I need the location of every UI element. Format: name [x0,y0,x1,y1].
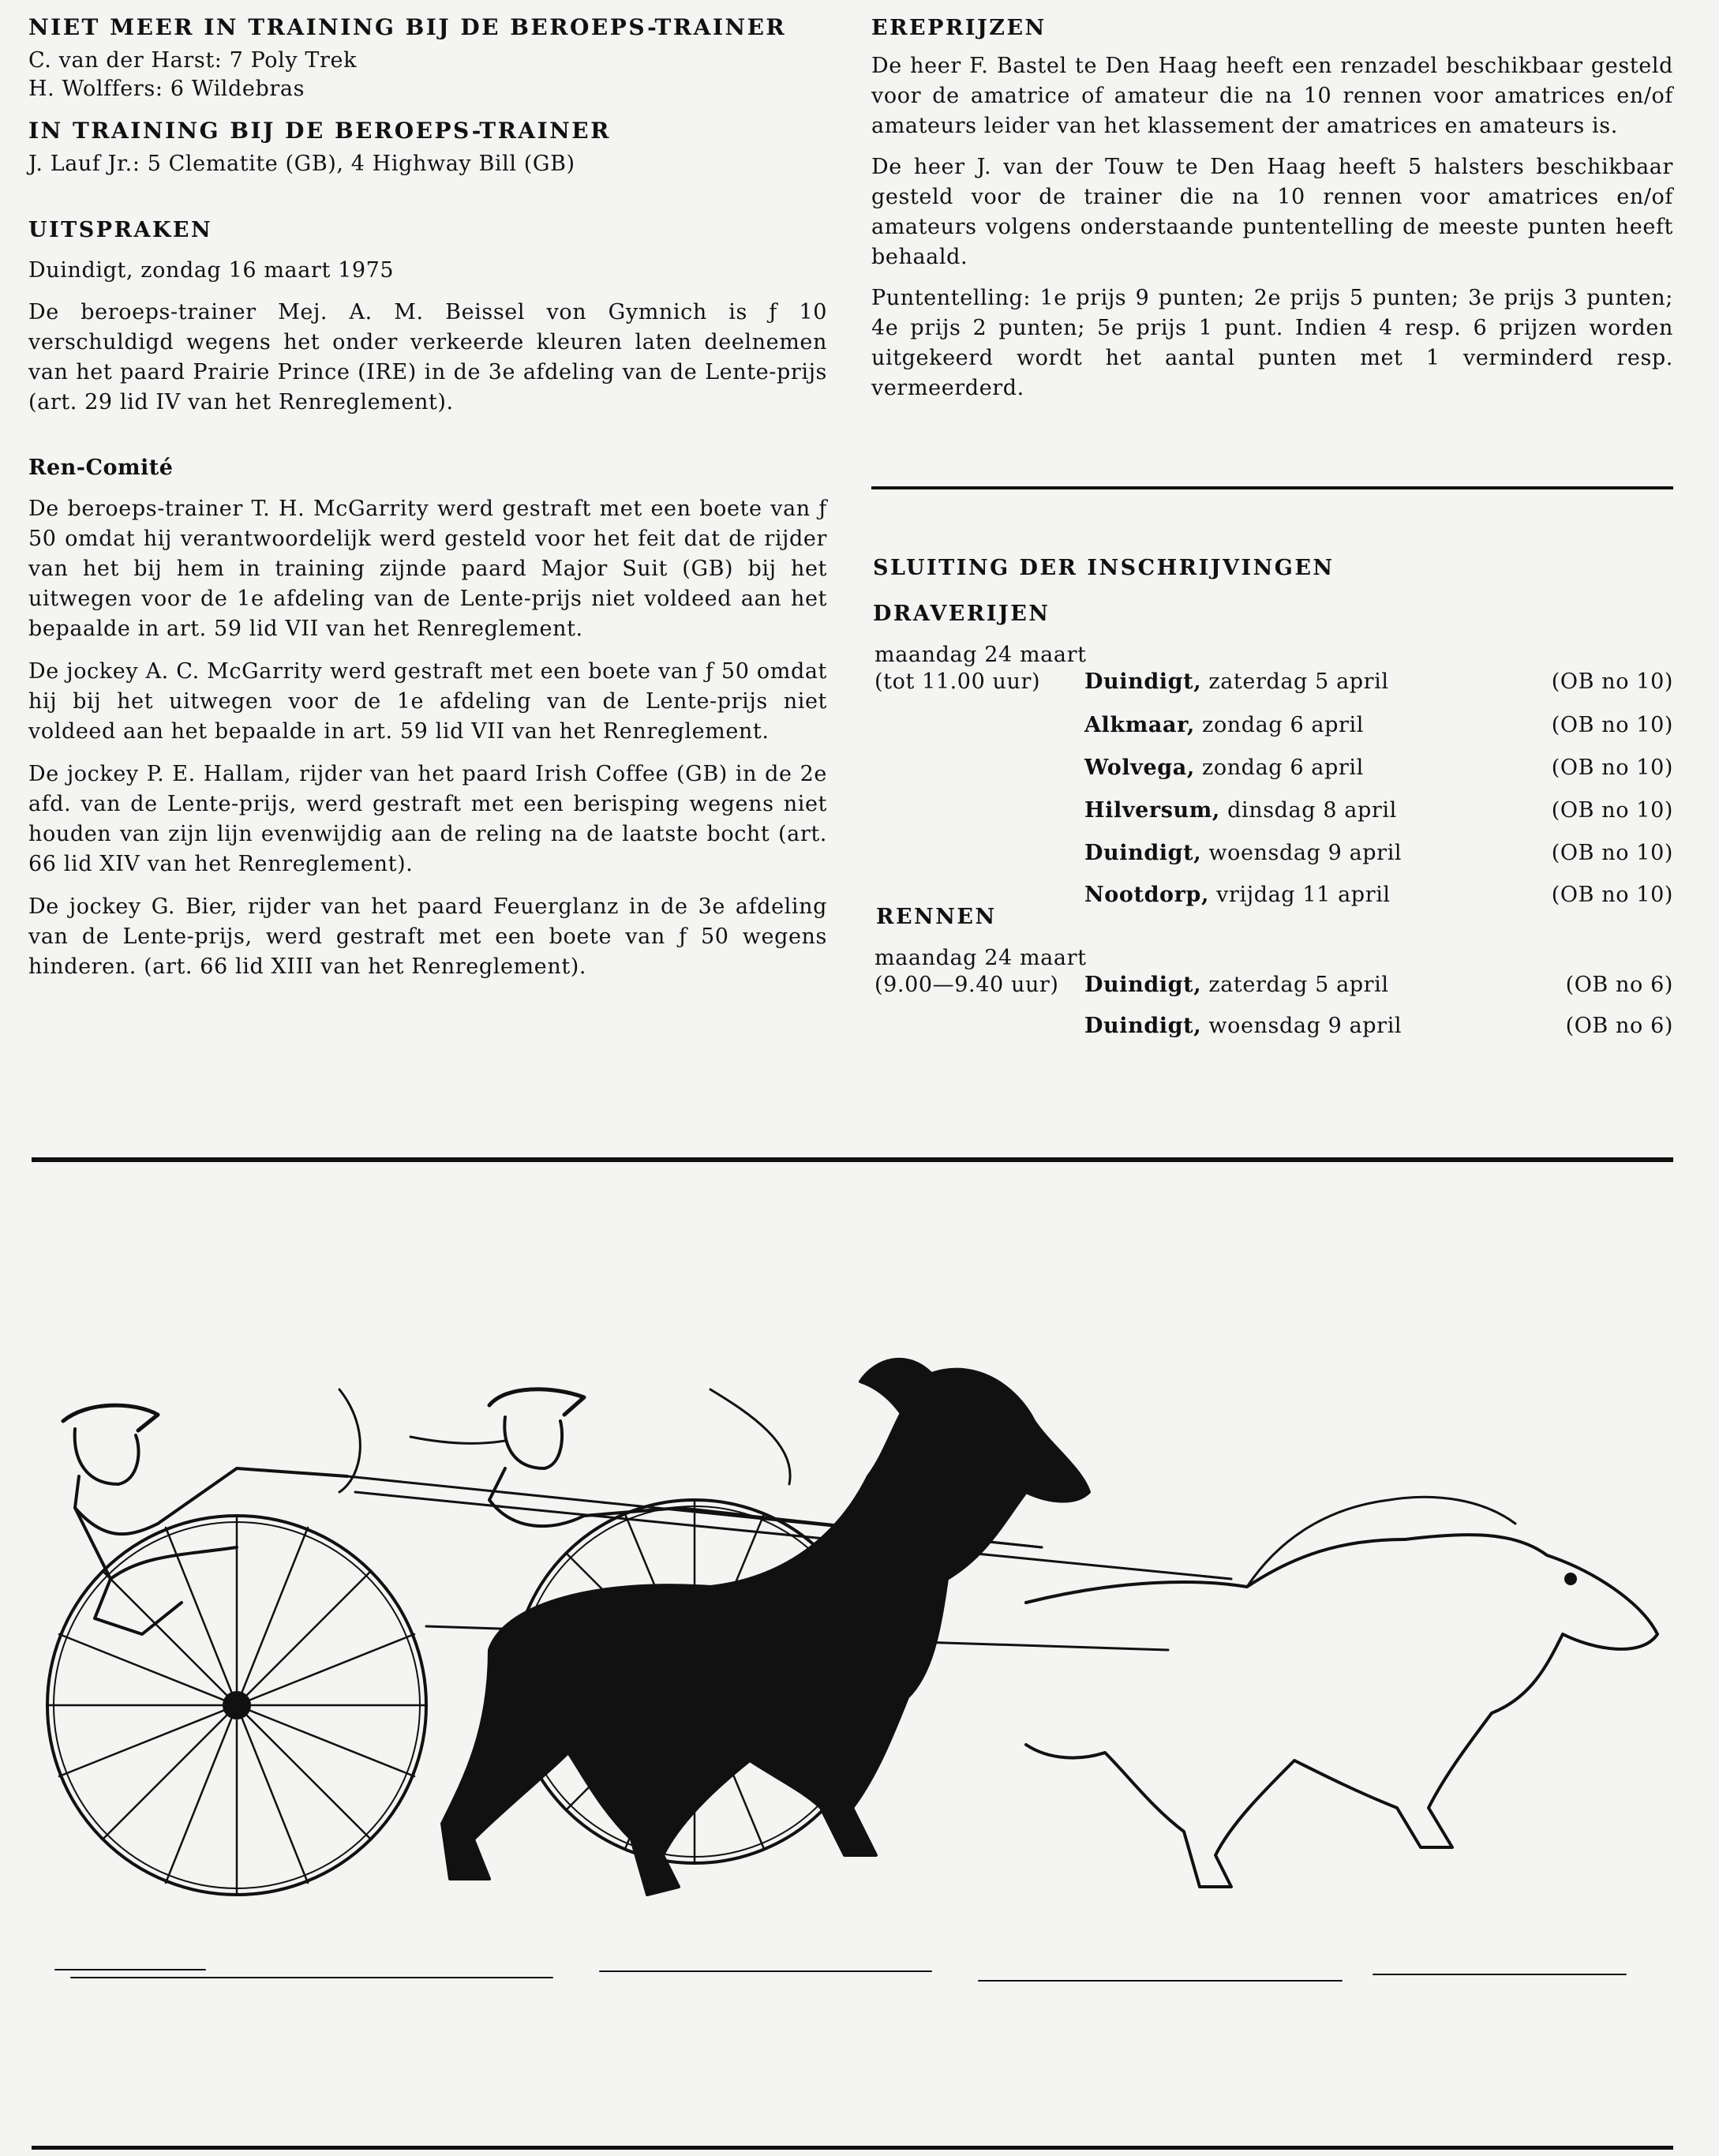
schedule-row [871,669,1673,698]
race-date: zaterdag 5 april [1208,669,1389,694]
section-divider [871,486,1673,489]
heading-ereprijzen: EREPRIJZEN [871,16,1047,40]
in-training-entry: J. Lauf Jr.: 5 Clematite (GB), 4 Highway Bill (GB) [28,152,575,176]
close-date: maandag 24 maart [874,643,1087,667]
heading-draverijen: DRAVERIJEN [873,602,1050,626]
heading-uitspraken: UITSPRAKEN [28,218,213,242]
not-training-entry: C. van der Harst: 7 Poly Trek [28,48,358,73]
driver-left [63,1389,360,1634]
venue: Wolvega, [1084,756,1195,780]
heading-niet-meer-in-training: NIET MEER IN TRAINING BIJ DE BEROEPS-TRAINER [28,14,787,40]
dark-horse [442,1359,1089,1895]
race-date: woensdag 9 april [1208,841,1403,865]
sulky-wheel-left [47,1516,426,1895]
schedule-row [871,798,1673,827]
ruling-paragraph: De beroeps-trainer Mej. A. M. Beissel von Gymnich is ƒ 10 verschuldigd wegens het onder verkeerde kleuren laten deelnemen van het paard Prairie Prince (IRE) in de 3e afdeling van de Lente-prijs (art. 29 lid IV van het Renreglement). [28,300,827,414]
venue: Alkmaar, [1084,713,1195,737]
heading-ren-comite: Ren-Comité [28,456,174,480]
venue: Duindigt, [1084,841,1202,865]
race-date: vrijdag 11 april [1216,883,1391,907]
committee-paragraph: De jockey A. C. McGarrity werd gestraft met een boete van ƒ 50 omdat hij bij het uitwegen voor de 1e afdeling van de Lente-prijs niet voldeed aan het bepaalde in art. 59 lid VII van het Renreglement. [28,659,827,744]
race-date: zaterdag 5 april [1208,973,1389,997]
ob-number: (OB no 10) [1551,841,1673,865]
venue: Nootdorp, [1084,883,1209,907]
ob-number: (OB no 6) [1565,1014,1673,1038]
points-paragraph: Puntentelling: 1e prijs 9 punten; 2e prijs 5 punten; 3e prijs 3 punten; 4e prijs 2 punten; 5e prijs 1 punt. Indien 4 resp. 6 prijzen worden uitgekeerd wordt het aantal punten met 1 verminderd resp. vermeerderd. [871,286,1673,400]
prize-paragraph: De heer F. Bastel te Den Haag heeft een renzadel beschikbaar gesteld voor de amatrice of amateur die na 10 rennen voor amatrices en/of amateurs leider van het klassement der amatrices en amateurs is. [871,54,1673,138]
ob-number: (OB no 10) [1551,798,1673,823]
venue: Duindigt, [1084,973,1202,997]
ob-number: (OB no 10) [1551,883,1673,907]
committee-paragraph: De jockey P. E. Hallam, rijder van het paard Irish Coffee (GB) in de 2e afd. van de Lente-prijs, werd gestraft met een berisping wegens niet houden van zijn lijn evenwijdig aan de reling na de laatste bocht (art. 66 lid XIV van het Renreglement). [28,762,827,876]
heading-sluiting: SLUITING DER INSCHRIJVINGEN [873,556,1335,580]
ob-number: (OB no 10) [1551,669,1673,694]
schedule-row [871,756,1673,784]
schedule-row [871,1014,1673,1042]
prize-paragraph: De heer J. van der Touw te Den Haag heeft 5 halsters beschikbaar gesteld voor de trainer die na 10 rennen voor amatrices en/of amateurs volgens onderstaande puntentelling de meeste punten heeft behaald. [871,155,1673,269]
not-training-entry: H. Wolffers: 6 Wildebras [28,77,305,101]
race-date: zondag 6 april [1202,713,1364,737]
illustration-top-rule [32,1157,1673,1162]
race-date: zondag 6 april [1202,756,1364,780]
race-date: dinsdag 8 april [1227,798,1397,823]
venue: Hilversum, [1084,798,1220,823]
close-time: (9.00—9.40 uur) [874,973,1059,997]
schedule-row [871,973,1673,1001]
venue: Duindigt, [1084,1014,1202,1038]
venue: Duindigt, [1084,669,1202,694]
left-column [28,14,827,982]
harness-racing-illustration [0,1208,1719,1982]
race-date: woensdag 9 april [1208,1014,1403,1038]
close-time: (tot 11.00 uur) [874,669,1041,694]
committee-paragraph: De beroeps-trainer T. H. McGarrity werd gestraft met een boete van ƒ 50 omdat hij verantwoordelijk werd gesteld voor het feit dat de rijder van het bij hem in training zijnde paard Major Suit (GB) bij het uitwegen voor de 1e afdeling van de Lente-prijs niet voldeed aan het bepaalde in art. 59 lid VII van het Renreglement. [28,497,827,641]
right-column [871,16,1673,403]
committee-paragraph: De jockey G. Bier, rijder van het paard Feuerglanz in de 3e afdeling van de Lente-prijs, werd gestraft met een boete van ƒ 50 wegens hinderen. (art. 66 lid XIII van het Renreglement). [28,894,827,979]
ob-number: (OB no 10) [1551,713,1673,737]
ruling-date: Duindigt, zondag 16 maart 1975 [28,258,395,283]
white-horse [1026,1497,1657,1887]
heading-rennen: RENNEN [876,905,997,929]
ground-hatching [55,1970,1657,1982]
ob-number: (OB no 10) [1551,756,1673,780]
schedule-row [871,713,1673,741]
ob-number: (OB no 6) [1565,973,1673,997]
bottom-rule [32,2146,1673,2150]
close-date: maandag 24 maart [874,946,1087,970]
schedule-row [871,841,1673,869]
heading-in-training: IN TRAINING BIJ DE BEROEPS-TRAINER [28,118,611,144]
